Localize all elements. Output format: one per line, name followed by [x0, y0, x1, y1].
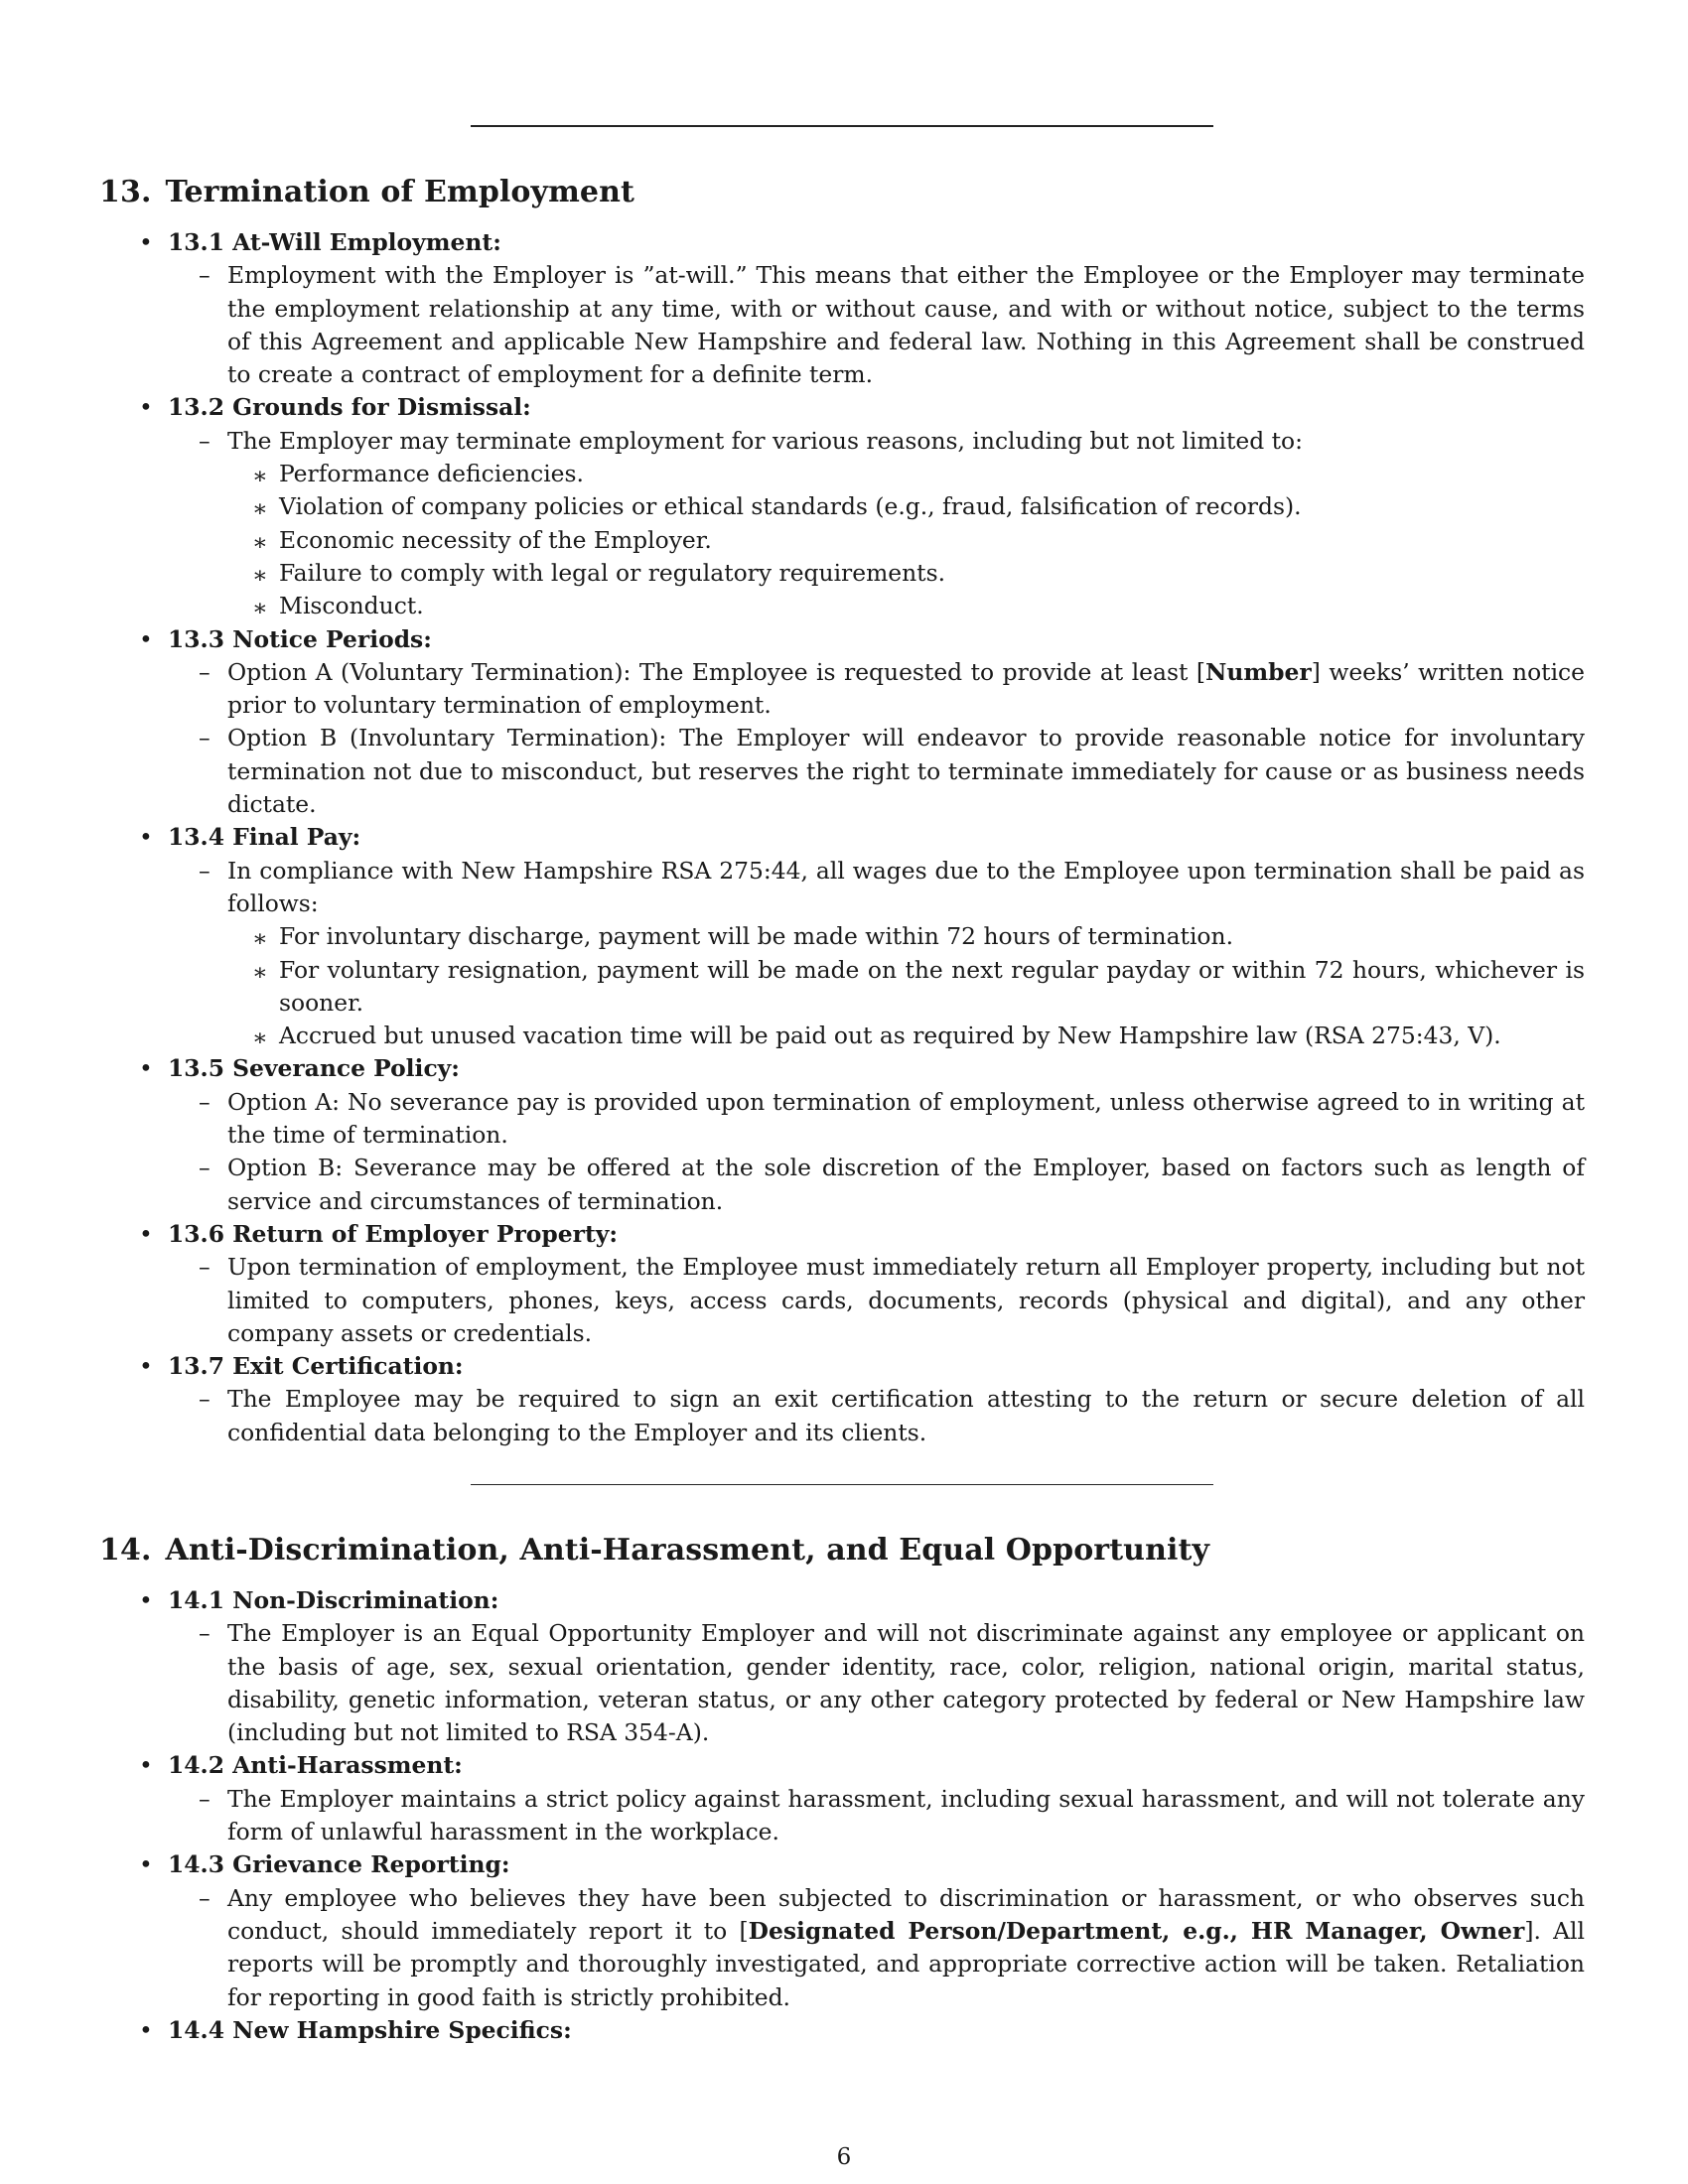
clause-text: – The Employee may be required to sign an exit certification attesting to the return or secure deletion of all confidential data belonging to the Employer and its clients.	[199, 1385, 1585, 1446]
clause-heading: 14.1 Non-Discrimination:	[168, 1586, 499, 1614]
clause-text: – The Employer may terminate employment for various reasons, including but not limited to: ∗ Performance deficiencies. ∗ Violation of company policies or ethical standards (e.g., fraud, falsification of records). ∗ Economic necessity of the Employer. ∗ Failure to comply with legal or regulatory requirements. ∗ Misconduct.	[0, 425, 1585, 623]
notice-option-a: – Option A (Voluntary Termination): The Employee is requested to provide at least [Number] weeks’ written notice prior to voluntary termination of employment.	[199, 657, 1585, 720]
clause-heading: 13.5 Severance Policy:	[168, 1054, 460, 1083]
clause-14-2: • 14.2 Anti-Harassment: – The Employer maintains a strict policy against harassment, including sexual harassment, and will not tolerate any form of unlawful harassment in the workplace.	[0, 1749, 1688, 1848]
clause-heading: 13.1 At-Will Employment:	[168, 228, 501, 256]
list-item: ∗ Violation of company policies or ethical standards (e.g., fraud, falsification of records).	[252, 492, 1302, 523]
list-item: ∗ Failure to comply with legal or regulatory requirements.	[252, 558, 946, 589]
section-14-body	[0, 1584, 1688, 2047]
section-14-title: 14. Anti-Discrimination, Anti-Harassment, and Equal Opportunity	[99, 1533, 1209, 1568]
placeholder-number: Number	[1205, 657, 1312, 686]
clause-13-7: • 13.7 Exit Certification: – The Employee may be required to sign an exit certification attesting to the return or secure deletion of all confidential data belonging to the Employer and its clients.	[0, 1350, 1688, 1449]
clause-14-1: • 14.1 Non-Discrimination: – The Employer is an Equal Opportunity Employer and will not discriminate against any employee or applicant on the basis of age, sex, sexual orientation, gender identity, race, color, religion, national origin, marital status, disability, genetic information, veteran status, or any other category protected by federal or New Hampshire law (including but not limited to RSA 354-A).	[0, 1584, 1688, 1749]
clause-heading: 14.3 Grievance Reporting:	[168, 1850, 510, 1879]
clause-heading: 14.4 New Hampshire Specifics:	[168, 2015, 572, 2044]
clause-13-5: • 13.5 Severance Policy: – Option A: No severance pay is provided upon termination of employment, unless otherwise agreed to in writing at the time of termination. – Option B: Severance may be offered at the sole discretion of the Employer, based on factors such as length of service and circumstances of termination.	[0, 1052, 1688, 1217]
list-item: ∗ For voluntary resignation, payment will be made on the next regular payday or within 72 hours, whichever is sooner.	[252, 955, 1585, 1017]
list-item: ∗ For involuntary discharge, payment will be made within 72 hours of termination.	[252, 922, 1234, 953]
list-item: ∗ Performance deficiencies.	[252, 460, 584, 490]
clause-heading: 13.7 Exit Certification:	[168, 1352, 464, 1381]
clause-13-4: • 13.4 Final Pay: – In compliance with New Hampshire RSA 275:44, all wages due to the Employee upon termination shall be paid as follows: ∗ For involuntary discharge, payment will be made within 72 hours of termination. ∗ For voluntary resignation, payment will be made on the next regular payday or within 72 hours, whichever is sooner. ∗ Accrued but unused vacation time will be paid out as required by New Hampshire law (RSA 275:43, V).	[0, 821, 1688, 1052]
placeholder-designated-person: Designated Person/Department, e.g., HR Manager, Owner	[748, 1916, 1525, 1945]
section-13-title: 13. Termination of Employment	[99, 175, 634, 209]
clause-heading: 13.6 Return of Employer Property:	[168, 1219, 618, 1248]
notice-option-b: – Option B (Involuntary Termination): The Employer will endeavor to provide reasonable notice for involuntary termination not due to misconduct, but reserves the right to terminate immediately for cause or as business needs dictate.	[199, 724, 1585, 819]
list-item: ∗ Accrued but unused vacation time will be paid out as required by New Hampshire law (RSA 275:43, V).	[252, 1022, 1501, 1052]
list-item: ∗ Misconduct.	[252, 592, 424, 622]
clause-14-3: • 14.3 Grievance Reporting: – Any employee who believes they have been subjected to discrimination or harassment, or who observes such conduct, should immediately report it to [Designated Person/Department, e.g., HR Manager, Owner]. All reports will be promptly and thoroughly investigated, and appropriate corrective action will be taken. Retaliation for reporting in good faith is strictly prohibited.	[0, 1848, 1688, 2013]
section-13-body	[0, 226, 1688, 1449]
severance-option-b: – Option B: Severance may be offered at the sole discretion of the Employer, based on factors such as length of service and circumstances of termination.	[199, 1154, 1585, 1215]
section-divider-top	[471, 125, 1213, 127]
clause-text: – Employment with the Employer is ”at-will.” This means that either the Employee or the Employer may terminate the employment relationship at any time, with or without cause, and with or without notice, subject to the terms of this Agreement and applicable New Hampshire and federal law. Nothing in this Agreement shall be construed to create a contract of employment for a definite term.	[199, 261, 1585, 389]
clause-13-3: • 13.3 Notice Periods: – Option A (Voluntary Termination): The Employee is requested to provide at least [Number] weeks’ written notice prior to voluntary termination of employment. – Option B (Involuntary Termination): The Employer will endeavor to provide reasonable notice for involuntary termination not due to misconduct, but reserves the right to terminate immediately for cause or as business needs dictate.	[0, 623, 1688, 822]
clause-14-4: • 14.4 New Hampshire Specifics:	[139, 2015, 572, 2044]
severance-option-a: – Option A: No severance pay is provided upon termination of employment, unless otherwise agreed to in writing at the time of termination.	[199, 1087, 1585, 1150]
clause-text: – The Employer is an Equal Opportunity Employer and will not discriminate against any employee or applicant on the basis of age, sex, sexual orientation, gender identity, race, color, religion, national origin, marital status, disability, genetic information, veteran status, or any other category protected by federal or New Hampshire law (including but not limited to RSA 354-A).	[199, 1619, 1585, 1747]
clause-13-6: • 13.6 Return of Employer Property: – Upon termination of employment, the Employee must immediately return all Employer property, including but not limited to computers, phones, keys, access cards, documents, records (physical and digital), and any other company assets or credentials.	[0, 1218, 1688, 1350]
clause-text: – Upon termination of employment, the Employee must immediately return all Employer property, including but not limited to computers, phones, keys, access cards, documents, records (physical and digital), and any other company assets or credentials.	[199, 1253, 1585, 1347]
section-divider-middle	[471, 1484, 1213, 1485]
clause-heading: 13.2 Grounds for Dismissal:	[168, 393, 531, 422]
clause-13-2: • 13.2 Grounds for Dismissal: – The Employer may terminate employment for various reasons, including but not limited to: ∗ Performance deficiencies. ∗ Violation of company policies or ethical standards (e.g., fraud, falsification of records). ∗ Economic necessity of the Employer. ∗ Failure to comply with legal or regulatory requirements. ∗ Misconduct.	[0, 391, 1688, 622]
list-item: ∗ Economic necessity of the Employer.	[252, 525, 712, 556]
clause-heading: 13.4 Final Pay:	[168, 823, 361, 852]
clause-heading: 13.3 Notice Periods:	[168, 624, 432, 653]
clause-text: – The Employer maintains a strict policy against harassment, including sexual harassment, and will not tolerate any form of unlawful harassment in the workplace.	[199, 1784, 1585, 1846]
clause-text: – In compliance with New Hampshire RSA 275:44, all wages due to the Employee upon termination shall be paid as follows: ∗ For involuntary discharge, payment will be made within 72 hours of termination. ∗ For voluntary resignation, payment will be made on the next regular payday or within 72 hours, whichever is sooner. ∗ Accrued but unused vacation time will be paid out as required by New Hampshire law (RSA 275:43, V).	[0, 855, 1585, 1053]
page-number: 6	[836, 2144, 852, 2170]
clause-13-1: • 13.1 At-Will Employment: – Employment with the Employer is ”at-will.” This means that either the Employee or the Employer may terminate the employment relationship at any time, with or without cause, and with or without notice, subject to the terms of this Agreement and applicable New Hampshire and federal law. Nothing in this Agreement shall be construed to create a contract of employment for a definite term.	[0, 226, 1688, 391]
clause-heading: 14.2 Anti-Harassment:	[168, 1751, 463, 1780]
clause-text: – Any employee who believes they have been subjected to discrimination or harassment, or who observes such conduct, should immediately report it to [Designated Person/Department, e.g., HR Manager, Owner]. All reports will be promptly and thoroughly investigated, and appropriate corrective action will be taken. Retaliation for reporting in good faith is strictly prohibited.	[199, 1883, 1586, 2011]
